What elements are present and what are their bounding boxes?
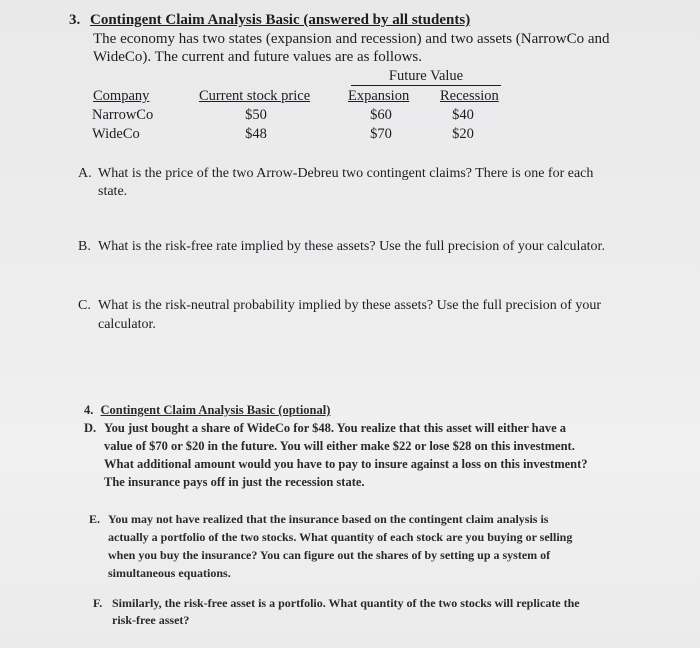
q3-number: 3. [69,12,81,28]
future-value-header: Future Value [351,68,501,86]
question-b-label: B. [78,239,91,254]
q3-title: Contingent Claim Analysis Basic (answered by all students) [90,12,471,28]
question-f-line2: risk-free asset? [112,613,190,627]
question-d-line1: You just bought a share of WideCo for $48. You realize that this asset will either have a [104,421,567,435]
question-e-line3: when you buy the insurance? You can figure out the shares of by setting up a system of [108,548,551,562]
question-c-line1: What is the risk-neutral probability implied by these assets? Use the full precision of your [98,298,602,313]
table-row-recession: $40 [452,107,474,123]
table-row-current: $50 [245,107,267,123]
col-current-header: Current stock price [199,88,311,104]
q3-intro-line2: WideCo). The current and future values are as follows. [93,49,423,65]
question-f-line1: Similarly, the risk-free asset is a portfolio. What quantity of the two stocks will replicate the [112,596,580,610]
col-company-header: Company [93,88,150,104]
q4-title: Contingent Claim Analysis Basic (optional) [100,403,331,417]
question-d-label: D. [84,421,97,435]
question-e-line1: You may not have realized that the insurance based on the contingent claim analysis is [108,512,549,526]
table-row-current: $48 [245,126,267,142]
col-expansion-header: Expansion [348,88,410,104]
question-d-line4: The insurance pays off in just the recession state. [104,475,365,489]
question-e-line4: simultaneous equations. [108,566,231,580]
question-a-line1: What is the price of the two Arrow-Debreu two contingent claims? There is one for each [98,166,594,181]
col-recession-header: Recession [440,88,499,104]
question-e-line2: actually a portfolio of the two stocks. What quantity of each stock are you buying or selling [108,530,573,544]
q4-number: 4. [84,403,94,417]
table-row-expansion: $60 [370,107,392,123]
table-row-company: WideCo [92,126,140,142]
question-c-line2: calculator. [98,317,156,332]
q3-intro-line1: The economy has two states (expansion and recession) and two assets (NarrowCo and [93,31,610,47]
question-b-line1: What is the risk-free rate implied by these assets? Use the full precision of your calculator. [98,239,605,254]
question-d-line3: What additional amount would you have to pay to insure against a loss on this investment? [104,457,588,471]
q4-heading [84,403,330,418]
question-e-label: E. [89,512,101,526]
q3-heading [69,12,470,29]
question-c-label: C. [78,298,91,313]
table-row-expansion: $70 [370,126,392,142]
table-row-company: NarrowCo [92,107,154,123]
table-row-recession: $20 [452,126,474,142]
question-a-line2: state. [98,184,128,199]
question-f-label: F. [93,596,103,610]
question-a-label: A. [78,166,92,181]
question-d-line2: value of $70 or $20 in the future. You will either make $22 or lose $28 on this investment. [104,439,575,453]
